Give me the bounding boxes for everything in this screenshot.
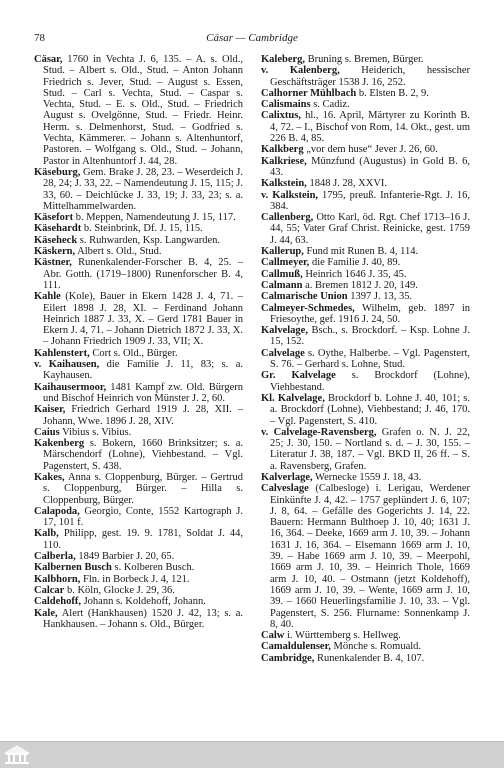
index-entry [261, 246, 470, 257]
index-entry [34, 438, 243, 472]
index-entry [261, 280, 470, 291]
index-entry [34, 359, 243, 382]
entry-text: die Familie J. 40, 89. [309, 257, 401, 269]
entry-headword: Calcar [34, 584, 65, 596]
entry-text: i. Württemberg s. Hellweg. [284, 630, 401, 642]
index-entry [261, 88, 470, 99]
entry-text: Heinrich 1646 J. 35, 45. [302, 268, 407, 280]
index-entry [261, 370, 470, 393]
entry-headword: Gr. Kalvelage [261, 370, 336, 382]
entry-text: Johann s. Koldehoff, Johann. [80, 596, 206, 608]
index-entry [34, 562, 243, 573]
entry-text: a. Bremen 1812 J. 20, 149. [302, 279, 418, 291]
entry-headword: Camaldulenser, [261, 641, 331, 653]
index-entry [261, 54, 470, 65]
entry-text: Gem. Brake J. 28, 23. – Weserdeich J. 28, 24; J. 33, 22. – Namendeutung J. 15, 115; J. 33, 60. – Deichlücke J. 33, 19; J. 33, 23; s. a. Mittelhammelwarden. [43, 166, 243, 212]
index-entry [261, 393, 470, 427]
entry-headword: Käseburg, [34, 166, 81, 178]
entry-headword: Caius [34, 426, 60, 438]
entry-text: die Familie J. 11, 83; s. a. Kayhausen. [43, 359, 243, 382]
entry-headword: Cäsar, [34, 54, 63, 65]
entry-text: Philipp, gest. 19. 9. 1781, Soldat J. 44, 110. [43, 528, 243, 551]
entry-text: Otto Karl, öd. Rgt. Chef 1713–16 J. 44, 55; Vater Graf Christ. Reinicke, gest. 1759 J. 44, 63. [270, 212, 470, 246]
running-head: Cäsar — Cambridge [206, 32, 298, 44]
index-entry [34, 212, 243, 223]
entry-headword: v. Calvelage-Ravensberg, [261, 426, 377, 438]
index-entry [34, 574, 243, 585]
entry-headword: Calismains [261, 99, 311, 111]
entry-headword: Calmann [261, 279, 303, 291]
entry-headword: Kl. Kalvelage, [261, 392, 325, 404]
entry-text: „vor dem huse“ Jever J. 26, 60. [303, 144, 438, 156]
entry-headword: Kästner, [34, 257, 72, 269]
library-building-icon [4, 745, 30, 765]
entry-text: 1848 J. 28, XXVI. [306, 178, 388, 190]
entry-headword: Calw [261, 630, 285, 642]
left-column [34, 54, 243, 714]
entry-text: Runenkalender B. 4, 107. [314, 652, 425, 664]
index-entry [34, 167, 243, 212]
entry-headword: Kalkberg [261, 144, 304, 156]
entry-headword: Cambridge, [261, 652, 315, 664]
entry-headword: v. Kaihausen, [34, 359, 100, 371]
index-entry [34, 506, 243, 529]
index-entry [261, 653, 470, 664]
index-entry [261, 630, 470, 641]
index-entry [34, 291, 243, 347]
entry-headword: Calberla, [34, 551, 76, 563]
entry-headword: Kakes, [34, 471, 65, 483]
entry-text: Brockdorf b. Lohne J. 40, 101; s. a. Brockdorf (Lohne), Viehbestand; J. 46, 170. – Vgl. Pagenstert, S. 410. [270, 392, 470, 427]
entry-headword: Callmeyer, [261, 257, 310, 269]
entry-headword: Kahlenstert, [34, 347, 90, 359]
entry-headword: Kalkstein, [261, 178, 307, 190]
entry-text: b. Köln, Glocke J. 29, 36. [64, 584, 175, 596]
entry-headword: Kallerup, [261, 246, 304, 258]
index-entry [34, 528, 243, 551]
index-entry [261, 65, 470, 88]
entry-text: Cort s. Old., Bürger. [89, 347, 178, 359]
entry-headword: Calmeyer-Schmedes, [261, 302, 355, 314]
index-entry [261, 156, 470, 179]
index-entry [261, 325, 470, 348]
page-number: 78 [34, 32, 45, 44]
entry-headword: Kalb, [34, 528, 59, 540]
index-entry [34, 348, 243, 359]
entry-text: 1481 Kampf zw. Old. Bürgern und Bischof Heinrich von Münster J. 2, 60. [43, 381, 243, 404]
entry-headword: Kahle [34, 291, 61, 303]
entry-headword: Käskern, [34, 246, 76, 258]
entry-headword: Kaleberg, [261, 54, 306, 65]
entry-headword: Kalverlage, [261, 471, 313, 483]
entry-headword: Kalvelage, [261, 325, 308, 337]
entry-headword: v. Kalenberg, [261, 65, 340, 77]
entry-headword: Calixtus, [261, 110, 301, 122]
entry-headword: Kale, [34, 607, 58, 619]
entry-text: b. Meppen, Namendeutung J. 15, 117. [73, 212, 236, 224]
entry-headword: Calapoda, [34, 505, 80, 517]
entry-text: Alert (Hankhausen) 1520 J. 42, 13; s. a. Hankhausen. – Johann s. Old., Bürger. [43, 607, 243, 630]
entry-headword: Callenberg, [261, 212, 314, 224]
index-entry [261, 178, 470, 189]
entry-headword: Käsehardt [34, 223, 82, 235]
entry-headword: Calmarische Union [261, 291, 348, 303]
entry-headword: Calhorner Mühlbach [261, 87, 357, 99]
entry-text: Runenkalender-Forscher B. 4, 25. – Abr. Gotth. (1719–1800) Runenforscher B. 4, 111. [43, 257, 243, 291]
entry-text: Fln. in Borbeck J. 4, 121. [80, 573, 190, 585]
index-entry [261, 190, 470, 213]
index-entry [34, 608, 243, 631]
index-entry [261, 212, 470, 246]
entry-headword: Callmuß, [261, 268, 303, 280]
entry-text: b. Elsten B. 2, 9. [356, 87, 429, 99]
entry-text: 1397 J. 13, 35. [347, 291, 413, 303]
entry-headword: Käseheck [34, 234, 78, 246]
entry-text: Friedrich Gerhard 1919 J. 28, XII. – Johann, Wwe. 1896 J. 28, XIV. [43, 404, 243, 427]
entry-text: s. Cadiz. [310, 99, 350, 111]
entry-text: Mönche s. Romuald. [330, 641, 422, 653]
index-entry [261, 257, 470, 268]
index-entry [34, 551, 243, 562]
entry-headword: v. Kalkstein, [261, 189, 319, 201]
entry-text: 1795, preuß. Infanterie-Rgt. J. 16, 384. [270, 189, 470, 212]
entry-text: Heiderich, hessischer Geschäftsträger 1538 J. 16, 252. [270, 65, 470, 88]
entry-text: Wilhelm, geb. 1897 in Friesoythe, gef. 1916 J. 24, 50. [270, 302, 470, 325]
index-entry [261, 269, 470, 280]
index-entry [261, 99, 470, 110]
entry-text: s. Kolberen Busch. [111, 562, 195, 574]
entry-headword: Calveslage [261, 483, 309, 495]
index-entry [261, 303, 470, 326]
entry-text: hl., 16. April, Märtyrer zu Korinth B. 4, 72. – I., Bischof von Rom, 14. Okt., gest. um 226 B. 4, 85. [270, 110, 470, 145]
index-entry [34, 54, 243, 167]
entry-text: Albert s. Old., Stud. [75, 246, 162, 258]
entry-text: Georgio, Conte, 1552 Kartograph J. 17, 101 f. [43, 505, 243, 529]
entry-headword: Caldehoff, [34, 596, 81, 608]
index-entry [34, 472, 243, 506]
index-entry [261, 427, 470, 472]
entry-headword: Calvelage [261, 347, 305, 359]
index-entry [261, 641, 470, 652]
index-entry [261, 472, 470, 483]
entry-text: s. Bokern, 1660 Brinksitzer; s. a. Märschendorf (Lohne), Viehbestand. – Vgl. Pagenstert, S. 438. [43, 438, 243, 472]
index-entry [34, 596, 243, 607]
index-entry [261, 291, 470, 302]
entry-text: Münzfund (Augustus) in Gold B. 6, 43. [270, 155, 470, 178]
entry-text: Grafen o. N. J. 22, 25; J. 30, 150. – Nortland s. d. – J. 30, 155. – Literatur J. 38, 187. – Vgl. BKD II, 26 ff. – S. a. Ravensberg, Grafen. [270, 426, 470, 472]
index-entry [34, 257, 243, 291]
entry-text: s. Oythe, Halberbe. – Vgl. Pagenstert, S. 76. – Gerhard s. Lohne, Stud. [270, 347, 470, 371]
index-entry [34, 427, 243, 438]
entry-text: 1849 Barbier J. 20, 65. [75, 551, 175, 563]
index-columns [34, 54, 470, 714]
entry-text: s. Ruhwarden, Ksp. Langwarden. [77, 234, 221, 246]
index-entry [34, 223, 243, 234]
entry-headword: Kaiser, [34, 404, 66, 416]
entry-text: Anna s. Cloppenburg, Bürger. – Gertrud s. Cloppenburg, Bürger. – Hilla s. Cloppenburg, Bürger. [43, 471, 243, 506]
index-entry [261, 144, 470, 155]
entry-text: Vibius s. Vibius. [59, 426, 132, 438]
entry-headword: Kakenberg [34, 438, 85, 450]
index-entry [34, 246, 243, 257]
entry-text: 1760 in Vechta J. 6, 135. – A. s. Old., Stud. – Albert s. Old., Stud. – Anton Johann Friedrich s. Jever, Stud. – August s. Essen, Stud. – Carl s. Vechta, Stud. – Caspar s. Vechta, Stud. – E. s. Old., Stud. – Friedrich August s. Ovelgönne, Stud. – Friedr. Heinr. Herm. s. Delmenhorst, Stud. – Godfried s. Vechta, Kämmerer. – Johann s. Altenhuntorf, Pastoren. – Wolfgang s. Old., Stud. – Johann, Pastor in Altenhuntorf J. 44, 28. [43, 54, 243, 167]
entry-text: (Calbesloge) i. Lerigau, Werdener Einkünfte J. 4, 42. – 1757 geplündert J. 6, 107; J. 8, 64. – Gefälle des Gogerichts J. 14, 22. Bauern: Hermann Bulthoep J. 10, 40; 1631 J. 16, 364. – Deeke, 1669 arm J. 10, 39. – Johann 1631 J. 16, 364. – Elsemann 1669 arm J. 10, 39. – Habe 1669 arm J. 10, 39. – Meerpohl, 1669 arm J. 10, 39. – Heinrich Thole, 1669 arm J. 10, 40. – Ostmann (jetzt Koldehoff), 1669 arm J. 10, 39. – Wente, 1669 arm J. 10, 39. – 1660 Heuerlingsfamilie J. 10, 33. – Vgl. Pagenstert, S. 256. Flurname: Sonnenkamp J. 8, 40. [270, 483, 470, 630]
index-entry [261, 483, 470, 630]
entry-headword: Kalbernen Busch [34, 562, 112, 574]
entry-headword: Käsefort [34, 212, 74, 224]
index-entry [34, 404, 243, 427]
right-column [261, 54, 470, 714]
index-entry [34, 382, 243, 405]
entry-text: b. Steinbrink, Df. J. 15, 115. [81, 223, 203, 235]
entry-text: Fund mit Runen B. 4, 114. [303, 246, 419, 258]
entry-text: s. Brockdorf (Lohne), Viehbestand. [270, 370, 470, 393]
entry-text: Bsch., s. Brockdorf. – Ksp. Lohne J. 15, 152. [270, 325, 470, 348]
entry-headword: Kaihausermoor, [34, 381, 107, 393]
entry-text: Wernecke 1559 J. 18, 43. [312, 471, 422, 483]
entry-headword: Kalbhorn, [34, 573, 81, 585]
footer-band [0, 741, 504, 768]
entry-text: Bruning s. Bremen, Bürger. [305, 54, 424, 65]
index-entry [34, 235, 243, 246]
entry-headword: Kalkriese, [261, 155, 307, 167]
index-entry [261, 110, 470, 144]
page-header [34, 32, 470, 46]
entry-text: (Kole), Bauer in Ekern 1428 J. 4, 71. – Eilert 1898 J. 28, XI. – Ferdinand Johann Heinrich 1887 J. 33, X. – Gerd 1781 Bauer in Ekern J. 4, 71. – Johann Dietrich 1872 J. 33, X. – Johann Friedrich 1909 J. 33, VII; X. [43, 291, 243, 348]
index-entry [34, 585, 243, 596]
index-entry [261, 348, 470, 371]
